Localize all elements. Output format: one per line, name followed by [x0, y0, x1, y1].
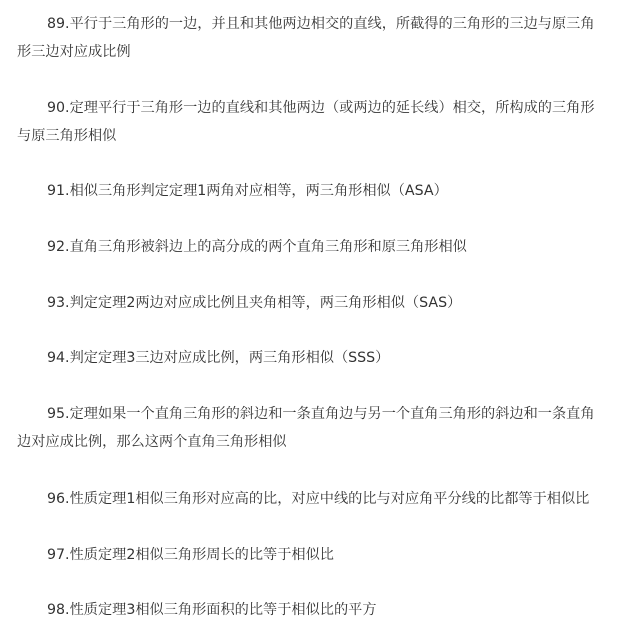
theorem-92-number: 92.	[47, 239, 70, 255]
theorem-98	[17, 596, 627, 624]
theorem-95	[17, 400, 627, 456]
theorem-97-number: 97.	[47, 547, 70, 563]
theorem-97	[17, 541, 627, 569]
theorem-94-line-1: 94.判定定理3三边对应成比例，两三角形相似（SSS）	[47, 350, 390, 366]
theorem-96-number: 96.	[47, 491, 70, 507]
theorem-91-line-1: 91.相似三角形判定定理1两角对应相等，两三角形相似（ASA）	[47, 183, 448, 199]
theorem-89-line-1: 89.平行于三角形的一边，并且和其他两边相交的直线，所截得的三角形的三边与原三角	[47, 16, 595, 32]
theorem-92	[17, 233, 627, 261]
theorem-89	[17, 10, 627, 66]
theorem-92-line-1: 92.直角三角形被斜边上的高分成的两个直角三角形和原三角形相似	[47, 239, 467, 255]
theorem-93-line-1: 93.判定定理2两边对应成比例且夹角相等，两三角形相似（SAS）	[47, 295, 462, 311]
theorem-91	[17, 177, 627, 205]
theorem-98-line-1: 98.性质定理3相似三角形面积的比等于相似比的平方	[47, 602, 377, 618]
theorem-89-line-2: 形三边对应成比例	[17, 44, 131, 60]
theorem-96	[17, 485, 627, 513]
theorem-89-number: 89.	[47, 16, 70, 32]
theorem-93	[17, 289, 627, 317]
theorem-90-line-2: 与原三角形相似	[17, 128, 117, 144]
theorem-94-number: 94.	[47, 350, 70, 366]
theorem-95-number: 95.	[47, 406, 70, 422]
theorem-90-number: 90.	[47, 100, 70, 116]
theorem-98-number: 98.	[47, 602, 70, 618]
theorem-96-line-1: 96.性质定理1相似三角形对应高的比，对应中线的比与对应角平分线的比都等于相似比	[47, 491, 590, 507]
theorem-90-line-1: 90.定理平行于三角形一边的直线和其他两边（或两边的延长线）相交，所构成的三角形	[47, 100, 595, 116]
theorem-95-line-1: 95.定理如果一个直角三角形的斜边和一条直角边与另一个直角三角形的斜边和一条直角	[47, 406, 595, 422]
theorem-95-line-2: 边对应成比例，那么这两个直角三角形相似	[17, 434, 287, 450]
theorem-93-number: 93.	[47, 295, 70, 311]
theorem-90	[17, 94, 627, 150]
theorem-94	[17, 344, 627, 372]
theorem-91-number: 91.	[47, 183, 70, 199]
theorem-97-line-1: 97.性质定理2相似三角形周长的比等于相似比	[47, 547, 334, 563]
